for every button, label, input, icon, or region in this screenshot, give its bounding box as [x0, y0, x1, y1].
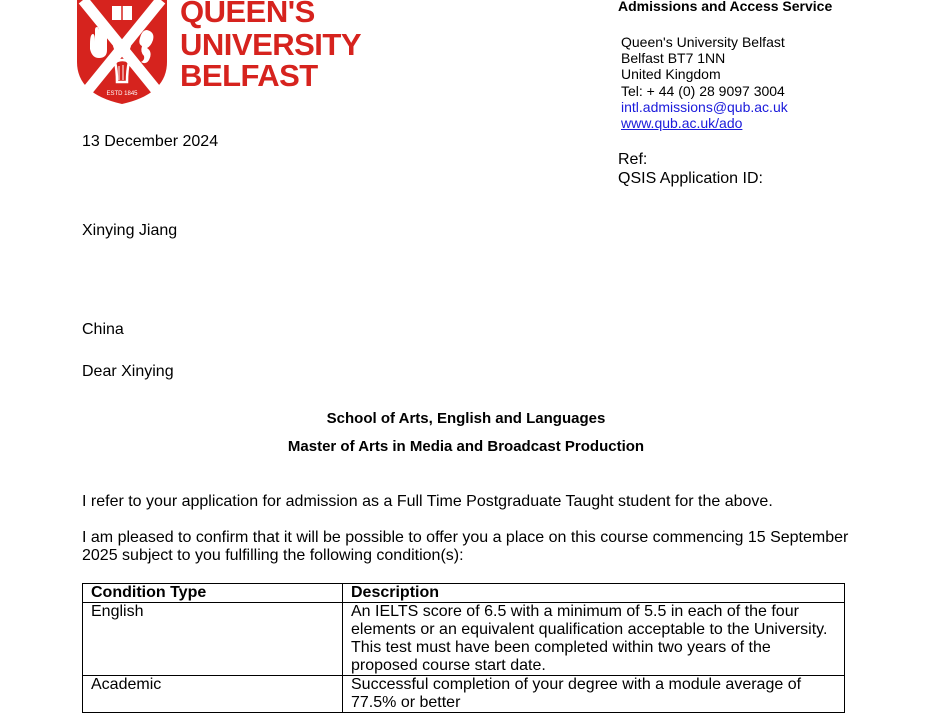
service-name: Admissions and Access Service: [618, 0, 833, 14]
recipient-country: China: [82, 321, 124, 338]
crest-est-text: ESTD 1845: [106, 91, 138, 97]
university-logo: [77, 0, 367, 104]
condition-type-cell: Academic: [83, 676, 343, 713]
address-block: [621, 34, 788, 131]
column-header-description: Description: [343, 584, 845, 603]
letter-date: 13 December 2024: [82, 133, 219, 150]
paragraph-offer-line-2: 2025 subject to you fulfilling the following condition(s):: [82, 547, 464, 564]
salutation: Dear Xinying: [82, 363, 174, 380]
table-header-row: [83, 584, 845, 603]
address-line: United Kingdom: [621, 66, 721, 83]
email-link[interactable]: intl.admissions@qub.ac.uk: [621, 98, 788, 115]
open-book-icon: [112, 6, 132, 20]
paragraph-application: I refer to your application for admission as a Full Time Postgraduate Taught student for the above.: [82, 493, 773, 510]
recipient-name: Xinying Jiang: [82, 222, 178, 239]
school-heading: School of Arts, English and Languages: [326, 410, 606, 427]
address-line: Queen's University Belfast: [621, 34, 785, 50]
university-crest-icon: [77, 0, 167, 104]
logo-line-university: UNIVERSITY: [180, 27, 362, 62]
condition-description-cell: An IELTS score of 6.5 with a minimum of 5.5 in each of the four elements or an equivalent qualification acceptable to the University. This test must have been completed within two years of the proposed course start date.: [343, 603, 845, 676]
qsis-application-id-label: QSIS Application ID:: [618, 170, 763, 187]
ref-label: Ref:: [618, 151, 648, 168]
conditions-table: [82, 583, 845, 713]
table-row: [83, 603, 845, 676]
paragraph-offer-line-1: I am pleased to confirm that it will be possible to offer you a place on this course commencing 15 September: [82, 529, 849, 546]
logo-line-queens: QUEEN'S: [180, 0, 315, 29]
column-header-condition-type: Condition Type: [83, 584, 343, 603]
address-line: Belfast BT7 1NN: [621, 50, 726, 67]
logo-line-belfast: BELFAST: [180, 58, 318, 93]
course-heading: Master of Arts in Media and Broadcast Production: [287, 438, 645, 455]
condition-type-cell: English: [83, 603, 343, 676]
table-row: [83, 676, 845, 713]
condition-description-cell: Successful completion of your degree with a module average of 77.5% or better: [343, 676, 845, 713]
website-link[interactable]: www.qub.ac.uk/ado: [621, 115, 743, 132]
telephone: Tel: + 44 (0) 28 9097 3004: [621, 82, 785, 99]
